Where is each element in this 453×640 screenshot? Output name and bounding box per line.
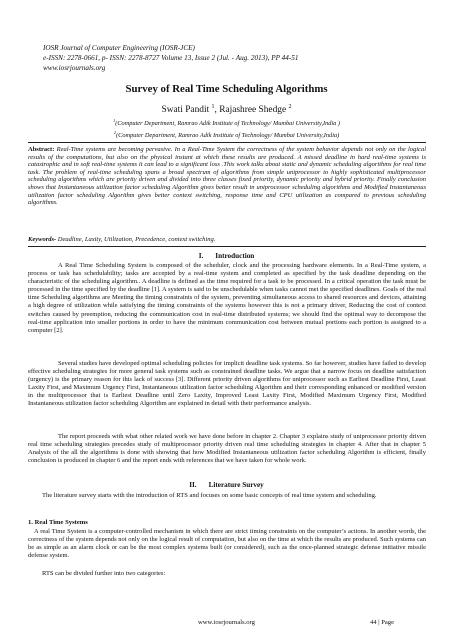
body-paragraph	[28, 262, 426, 335]
body-paragraph	[28, 492, 426, 500]
footer-website: www.iosrjournals.org	[198, 619, 255, 626]
paragraph-text: A real Time System is a computer-controlled mechanism in which there are strict timing constraints on the computer’s actions. In another words, the correctness of the system depends not only on the logical result of computation, but also on the time at which the results are produced. Such systems can be as simple as an alarm clock or can be the most complex systems built (or considered), such as the once-planned strategic defense initiative missile defense system.	[28, 528, 426, 560]
divider-bottom	[28, 246, 426, 247]
journal-name: IOSR Journal of Computer Engineering (IOSR-JCE)	[43, 44, 195, 52]
subsection-heading: 1. Real Time Systems	[28, 519, 88, 526]
affiliation	[0, 129, 453, 141]
divider-top	[28, 142, 426, 143]
author-name: Swati Pandit	[161, 105, 210, 116]
section-title: Literature Survey	[208, 481, 264, 489]
affiliations	[0, 117, 453, 140]
affiliation-text: (Computer Department, Ramrao Adik Institute of Technology/ Mumbai University,India )	[115, 120, 340, 128]
author-affiliation-mark: 2	[288, 104, 292, 110]
section-heading-introduction	[0, 252, 453, 260]
section-number: II.	[189, 481, 197, 489]
abstract-text: Real-Time systems are becoming pervasive. In a Real-Time System the correctness of the system behavior depends not only on the logical results of the computations, but also on the physical instant at which these results are produced. A missed deadline in hard real-time systems is catastrophic and in soft real-time systems it can lead to a significant loss .This work talks about static and dynamic scheduling algorithms for real time task. The problem of real-time scheduling spans a broad spectrum of algorithms from simple uniprocessor to highly sophisticated multiprocessor scheduling algorithms which are priority driven and divided into three classes fixed priority, dynamic priority and hybrid priority. Finally conclusion shows that Instantaneous utilization factor scheduling Algorithm gives better result in uniprocessor scheduling algorithms and Modified Instantaneous utilization factor scheduling Algorithm gives better context switching, response time and CPU utilization as compared to previous scheduling algorithms.	[28, 146, 427, 207]
body-paragraph	[28, 528, 426, 560]
body-paragraph	[28, 433, 426, 465]
journal-issn: e-ISSN: 2278-0661, p- ISSN: 2278-8727 Volume 13, Issue 2 (Jul. - Aug. 2013), PP 44-51	[43, 54, 299, 63]
abstract	[28, 146, 426, 207]
journal-website: www.iosrjournals.org	[43, 64, 106, 73]
footer-page-number: 44 | Page	[370, 619, 395, 626]
paragraph-text: Several studies have developed optimal scheduling policies for implicit deadline task systems. So far however, studies have failed to develop effective scheduling strategies for more general task systems such as constrained deadline tasks. We argue that a narrow focus on deadline satisfaction (urgency) is the primary reason for this lack of success [3]. Different priority driven algorithms for uniprocessor such as Earliest Deadline First, Least Laxity First, and Maximum Urgency First, Instantaneous utilization factor scheduling Algorithm and their corresponding enhanced or modified version in the multiprocessor that is Earliest Deadline until Zero Laxity, Improved Least Laxity First, Modified Maximum Urgency First, Modified Instantaneous utilization factor scheduling Algorithm are explained in detail with their performance analysis.	[28, 360, 426, 408]
keywords-label: Keywords-	[28, 236, 57, 243]
body-paragraph	[28, 360, 426, 409]
paragraph-text: RTS can be divided further into two categories:	[42, 570, 166, 577]
affiliation	[0, 117, 453, 129]
author-separator: ,	[214, 105, 220, 116]
journal-header	[43, 43, 343, 74]
abstract-label: Abstract:	[28, 146, 55, 153]
author-affiliation-mark: 1	[211, 104, 215, 110]
affiliation-text: (Computer Department, Ramrao Adik Institute of Technology/ Mumbai University,India)	[116, 131, 340, 139]
paragraph-text: The report proceeds with what other related work we have done before in chapter 2. Chapter 3 explains study of uniprocessor priority driven real time scheduling strategies precedes study of multiprocessor priority driven real time scheduling strategies in chapter 4. After that in chapter 5 Analysis of the all the algorithms is done with showing that how Modified Instantaneous utilization factor scheduling Algorithm is efficient, finally conclusion is produced in chapter 6 and the report ends with references that we have taken for whole work.	[28, 433, 426, 465]
section-number: I.	[198, 252, 204, 260]
author-line	[0, 104, 453, 115]
paragraph-text: A Real Time Scheduling System is composed of the scheduler, clock and the processing hardware elements. In a Real-Time system, a process or task has schedulability; tasks are accepted by a real-time system and completed as specified by the task deadline depending on the characteristic of the scheduling algorithm.. A deadline is defined as the time required for a task to be processed. In a critical operation the task must be processed in the time specified by the deadline [1]. A system is said to be unschedulable when tasks cannot met the specified deadlines. Goals of the real time Scheduling algorithms are Meeting the timing constraints of the system, preventing simultaneous access to shared resources and devices, attaining a high degree of utilization while satisfying the timing constraints of the systems however this is not a primary driver, Reducing the cost of context switches caused by preemption, reducing the communication cost in real-time distributed systems; we should find the optimal way to decompose the real-time application into smaller portions in order to have the minimum communication cost between mutual portions each portion is assigned to a computer [2].	[28, 262, 426, 334]
paragraph-text: The literature survey starts with the introduction of RTS and focuses on some basic concepts of real time system and scheduling.	[42, 492, 377, 499]
section-title: Introduction	[215, 252, 255, 260]
affiliation-mark: 2	[113, 129, 117, 135]
body-paragraph	[28, 570, 426, 578]
section-heading-literature-survey	[0, 481, 453, 489]
author-name: Rajashree Shedge	[219, 105, 287, 116]
keywords	[28, 236, 426, 243]
affiliation-mark: 1	[113, 118, 116, 123]
paper-title: Survey of Real Time Scheduling Algorithms	[125, 83, 328, 95]
keywords-text: Deadline, Laxity, Utilization, Precedence, context switching.	[56, 236, 216, 243]
